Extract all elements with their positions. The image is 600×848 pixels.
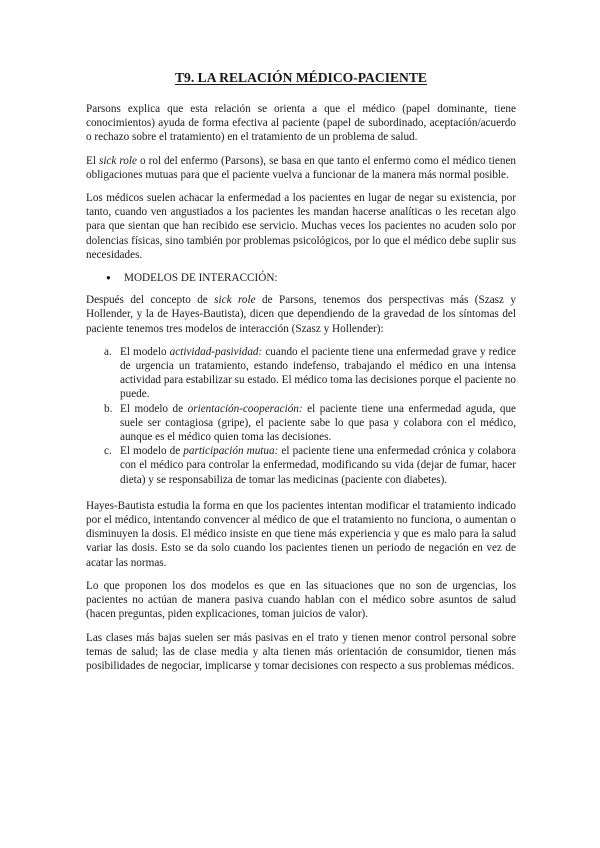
list-item-label: a. <box>104 345 112 358</box>
paragraph-clases: Las clases más bajas suelen ser más pasivas en el trato y tienen menor control personal sobre temas de salud; las de clase media y alta tienen más orientación de consumidor, tienen más posibilidades de negociar, implicarse y tomar decisiones con respecto a sus problemas médicos. <box>86 631 516 672</box>
paragraph-modelos: Lo que proponen los dos modelos es que en las situaciones que no son de urgencias, los pacientes no actúan de manera pasiva cuando hablan con el médico sobre asuntos de salud (hacen preguntas, piden explicaciones, toman juicios de valor). <box>86 579 516 621</box>
list-item: b. El modelo de orientación-cooperación: el paciente tiene una enfermedad aguda, que suele ser contagiosa (gripe), el paciente sabe lo que pasa y colabora con el médico, aunque es el médico quien toma las decisiones. <box>86 402 516 445</box>
model-name: participación mutua: <box>183 445 279 458</box>
section-bullet <box>86 271 516 285</box>
list-item: c. El modelo de participación mutua: el paciente tiene una enfermedad crónica y colabora con el médico para controlar la enfermedad, modificando su vida (dejar de fumar, hacer dieta) y se responsabiliza de tomar las medicinas (paciente con diabetes). <box>86 444 516 487</box>
paragraph-parsons: Parsons explica que esta relación se orienta a que el médico (papel dominante, tiene conocimientos) ayuda de forma efectiva al paciente (papel de subordinado, aceptación/acuerdo o rechazo sobre el tratamiento) en el tratamiento de un problema de salud. <box>86 103 516 144</box>
paragraph-sick-role: El sick role o rol del enfermo (Parsons), se basa en que tanto el enfermo como el médico tienen obligaciones mutuas para que el paciente vuelva a funcionar de la manera más normal posible. <box>86 154 516 181</box>
sick-role-term: sick role <box>214 294 256 307</box>
bullet-dot-icon: ● <box>106 273 111 283</box>
page-title: T9. LA RELACIÓN MÉDICO-PACIENTE <box>174 70 427 85</box>
list-item-label: c. <box>104 445 112 458</box>
paragraph-perspectivas: Después del concepto de sick role de Parsons, tenemos dos perspectivas más (Szasz y Hollender, y la de Hayes-Bautista), dicen que dependiendo de la gravedad de los síntomas del paciente tenemos tres modelos de interacción (Szasz y Hollender): <box>86 294 517 335</box>
list-item: a. El modelo actividad-pasividad: cuando el paciente tiene una enfermedad grave y redice de urgencia un tratamiento, estando indefenso, trabajando el médico en una intensa actividad para estabilizar su estado. El médico toma las decisiones porque el paciente no puede. <box>86 345 516 402</box>
models-list <box>86 345 516 487</box>
list-item-label: b. <box>104 402 113 415</box>
sick-role-term: sick role <box>98 154 137 167</box>
model-name: actividad-pasividad: <box>169 345 263 358</box>
paragraph-medicos: Los médicos suelen achacar la enfermedad a los pacientes en lugar de negar su existencia, por tanto, cuando ven angustiados a los pacientes les mandan hacerse analíticas o les recetan algo para que sientan que han recibido ese servicio. Muchas veces los pacientes no acuden solo por dolencias físicas, sino también por problemas psicológicos, por lo que el médico debe suplir sus necesidades. <box>86 192 516 261</box>
section-heading: MODELOS DE INTERACCIÓN: <box>124 272 278 285</box>
model-name: orientación-cooperación: <box>187 402 303 415</box>
document-page <box>86 70 516 682</box>
paragraph-hayes-bautista: Hayes-Bautista estudia la forma en que los pacientes intentan modificar el tratamiento indicado por el médico, intentando convencer al médico de que el tratamiento no funciona, o aumentan o disminuyen la dosis. El médico insiste en que tiene más experiencia y que es malo para la salud variar las dosis. Esto se da solo cuando los pacientes tienen un periodo de negación en vez de acatar las normas. <box>86 499 516 569</box>
